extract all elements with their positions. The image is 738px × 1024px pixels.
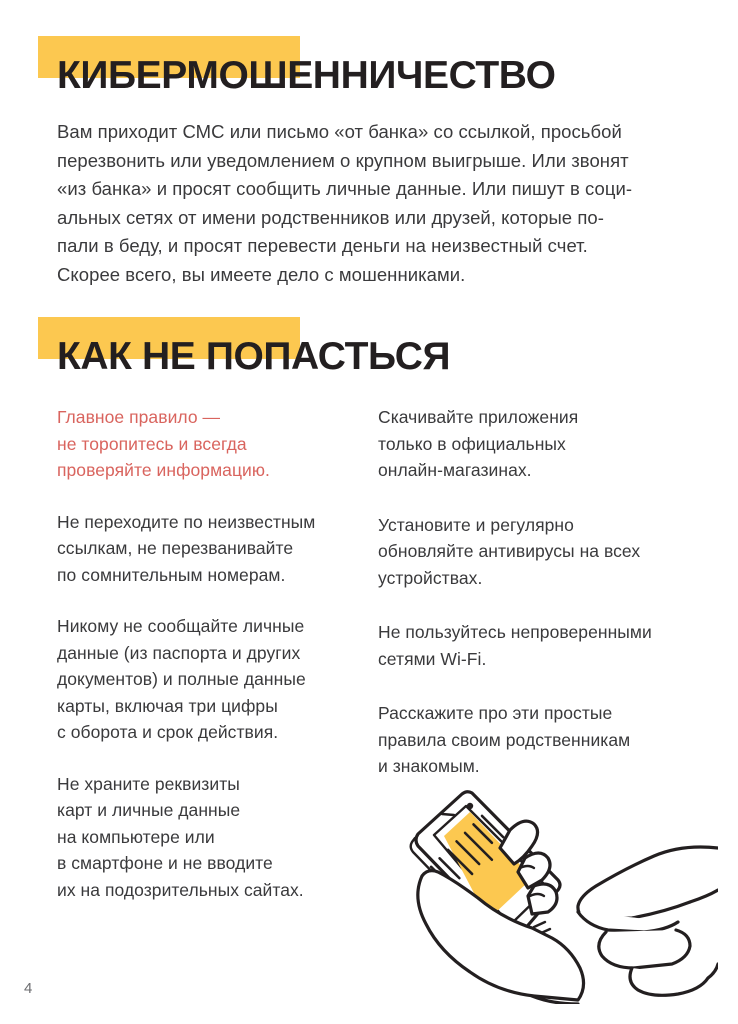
tip-line: Скачивайте приложения [378, 407, 579, 427]
tip-line: и знакомым. [378, 756, 480, 776]
page-number: 4 [24, 980, 33, 997]
tip-block-unknown-links [57, 509, 367, 589]
tip-line: Расскажите про эти простые [378, 703, 613, 723]
page-title: КИБЕРМОШЕННИЧЕСТВО [57, 54, 556, 97]
tip-line: в смартфоне и не вводите [57, 853, 273, 873]
tip-block-tell-others [378, 700, 698, 780]
tip-block-antivirus [378, 512, 698, 592]
tip-line: устройствах. [378, 567, 483, 588]
tip-line: карты, включая три цифры [57, 695, 278, 716]
tip-line: их на подозрительных сайтах. [57, 879, 304, 900]
tips-column-left [57, 404, 367, 928]
tip-line: Не переходите по неизвестным [57, 511, 316, 532]
tip-line: ссылкам, не перезванивайте [57, 538, 294, 558]
tip-line: карт и личные данные [57, 800, 241, 820]
tip-block-wifi [378, 619, 698, 672]
tip-line: только в официальных [378, 433, 566, 454]
tip-line: Установите и регулярно [378, 514, 574, 535]
scam-sms-illustration [382, 772, 718, 1004]
tip-line: по сомнительным номерам. [57, 564, 286, 585]
tip-block-main-rule [57, 404, 367, 484]
tip-block-personal-data [57, 613, 367, 746]
intro-paragraph [57, 118, 671, 289]
intro-line: перезвонить или уведомлением о крупном выигрыше. Или звонят [57, 149, 629, 171]
pointing-hand [578, 847, 718, 995]
intro-line: «из банка» и просят сообщить личные данные. Или пишут в соци- [57, 178, 633, 199]
tip-line: на компьютере или [57, 826, 215, 847]
tip-line: правила своим родственникам [378, 729, 631, 750]
tip-line: проверяйте информацию. [57, 460, 270, 480]
tip-line: с оборота и срок действия. [57, 722, 279, 742]
tip-line: обновляйте антивирусы на всех [378, 541, 641, 561]
section-title: КАК НЕ ПОПАСТЬСЯ [57, 335, 451, 378]
intro-line: Вам приходит СМС или письмо «от банка» со ссылкой, просьбой [57, 121, 622, 142]
tip-line: Никому не сообщайте личные [57, 616, 305, 636]
tip-line: не торопитесь и всегда [57, 433, 247, 454]
tip-line: данные (из паспорта и других [57, 642, 301, 663]
tip-line: документов) и полные данные [57, 669, 306, 689]
tips-column-right [378, 404, 698, 805]
intro-line: альных сетях от имени родственников или друзей, которые по- [57, 206, 604, 228]
tip-line: Не пользуйтесь непроверенными [378, 622, 652, 642]
intro-line: пали в беду, и просят перевести деньги на неизвестный счет. [57, 235, 588, 256]
tip-block-card-details [57, 771, 367, 904]
tip-line: онлайн-магазинах. [378, 460, 532, 480]
tip-line: Главное правило — [57, 407, 221, 427]
tip-line: сетями Wi-Fi. [378, 648, 487, 669]
tip-block-official-stores [378, 404, 698, 484]
tip-line: Не храните реквизиты [57, 773, 240, 794]
intro-line: Скорее всего, вы имеете дело с мошенниками. [57, 263, 466, 285]
